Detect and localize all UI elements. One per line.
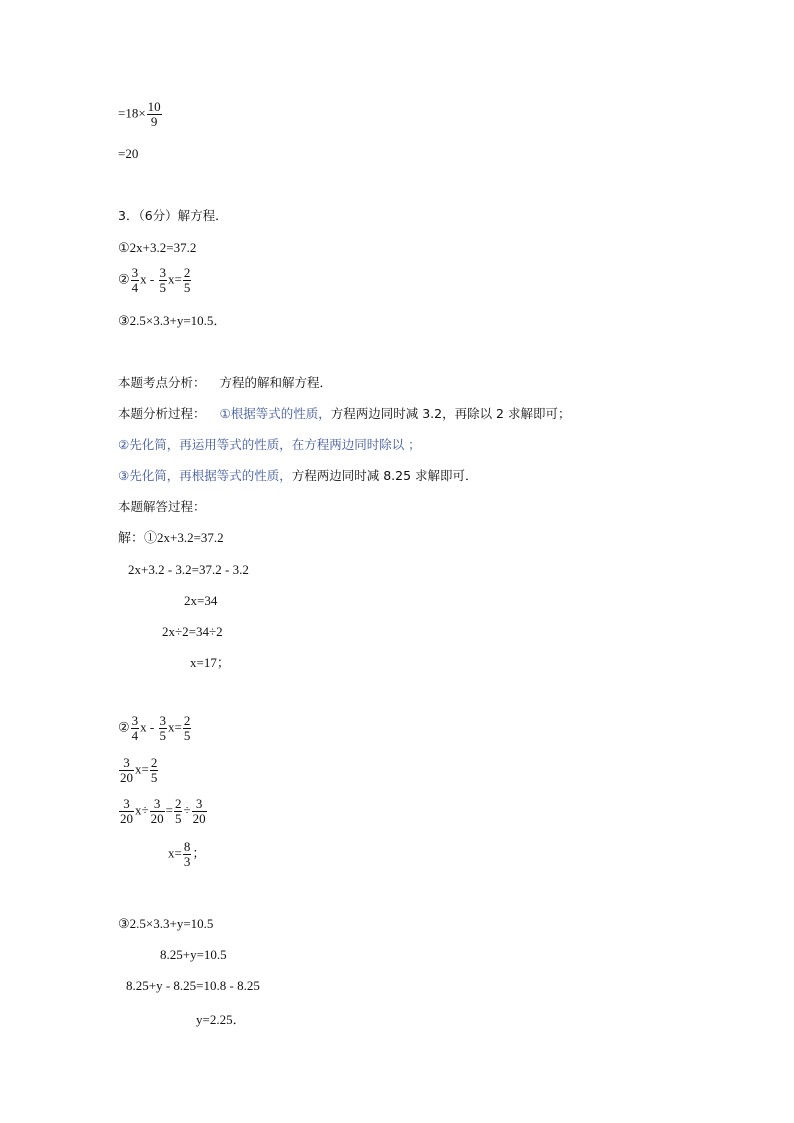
process-step-2: ②先化简，再运用等式的性质，在方程两边同时除以 ； [118, 437, 421, 452]
fraction [159, 266, 168, 295]
process-label: 本题分析过程： [118, 406, 206, 421]
denominator: 4 [131, 728, 139, 743]
numerator: 3 [119, 797, 134, 812]
process-row [118, 406, 571, 422]
eq-text: ； [192, 845, 206, 861]
prev-line-1 [118, 100, 163, 129]
sol2-line-3 [118, 797, 208, 826]
numerator: 2 [174, 796, 182, 811]
sol1-line-2: 2x+3.2 - 3.2=37.2 - 3.2 [128, 562, 249, 577]
numerator: 3 [131, 713, 139, 728]
denominator: 20 [150, 811, 164, 826]
fraction [150, 797, 165, 826]
denominator: 20 [120, 770, 133, 785]
eq-text: = [165, 802, 173, 818]
fraction [183, 266, 192, 295]
eq-text: x= [135, 761, 149, 777]
fraction [183, 840, 192, 869]
numerator: 3 [159, 265, 166, 280]
denominator: 5 [159, 728, 166, 743]
denominator: 20 [120, 811, 133, 826]
fraction [147, 100, 162, 129]
sol3-line-1: ③2.5×3.3+y=10.5 [118, 916, 214, 931]
denominator: 3 [183, 854, 191, 869]
denominator: 20 [192, 811, 206, 826]
question-eq1: ①2x+3.2=37.2 [118, 240, 197, 255]
sol1-line-4: 2x÷2=34÷2 [162, 624, 223, 639]
eq-text: x - [140, 719, 158, 735]
numerator: 10 [147, 99, 161, 114]
process-step-1a: ①根据等式的性质， [219, 406, 331, 421]
numerator: 2 [150, 755, 158, 770]
sol2-line-1 [118, 714, 192, 743]
numerator: 3 [131, 265, 139, 280]
sol3-line-3: 8.25+y - 8.25=10.8 - 8.25 [126, 978, 260, 993]
eq-text: x - [140, 271, 158, 287]
fraction [119, 797, 134, 826]
sol1-line-3: 2x=34 [184, 593, 218, 608]
eq-text: x= [168, 271, 182, 287]
process-step-3 [118, 468, 478, 484]
sol3-line-4: y=2.25． [196, 1012, 246, 1027]
denominator: 4 [131, 280, 139, 295]
fraction [174, 797, 183, 826]
answer-label: 本题解答过程： [118, 499, 206, 514]
fraction [119, 756, 134, 785]
fraction [192, 797, 207, 826]
sol2-line-4 [168, 840, 205, 869]
fraction [131, 266, 140, 295]
process-step-3b: 方程两边同时减 8.25 求解即可． [291, 468, 478, 483]
sol2-line-2 [118, 756, 159, 785]
denominator: 5 [174, 811, 182, 826]
eq-text: x= [168, 719, 182, 735]
prev-line-2: =20 [118, 146, 139, 161]
question-eq3: ③2.5×3.3+y=10.5． [118, 313, 227, 328]
fraction [183, 714, 192, 743]
eq-number: ② [118, 271, 130, 287]
denominator: 5 [150, 770, 158, 785]
eq-text: x÷ [135, 802, 149, 818]
points-row [118, 375, 332, 391]
numerator: 3 [159, 713, 166, 728]
numerator: 3 [150, 797, 165, 812]
denominator: 5 [183, 280, 191, 295]
numerator: 2 [183, 713, 191, 728]
denominator: 5 [159, 280, 166, 295]
question-eq2 [118, 266, 192, 295]
eq-text: x= [168, 845, 182, 861]
fraction [150, 756, 159, 785]
question-title: 3．（6分）解方程． [118, 208, 228, 223]
fraction [159, 714, 168, 743]
denominator: 9 [150, 114, 158, 129]
numerator: 3 [192, 797, 207, 812]
process-step-3a: ③先化简，再根据等式的性质， [118, 468, 292, 483]
fraction [131, 714, 140, 743]
points-value: 方程的解和解方程． [219, 375, 333, 390]
denominator: 5 [183, 728, 191, 743]
numerator: 3 [119, 756, 134, 771]
eq-text: ÷ [183, 802, 191, 818]
prev-line-1-prefix: =18× [118, 105, 146, 121]
process-step-1b: 方程两边同时减 3.2，再除以 2 求解即可； [330, 406, 571, 421]
eq-number: ② [118, 719, 130, 735]
sol1-line-1: 解：①2x+3.2=37.2 [118, 530, 224, 545]
points-label: 本题考点分析： [118, 375, 206, 390]
sol1-line-5: x=17； [190, 655, 230, 670]
numerator: 2 [183, 265, 191, 280]
numerator: 8 [183, 839, 191, 854]
sol3-line-2: 8.25+y=10.5 [160, 947, 227, 962]
